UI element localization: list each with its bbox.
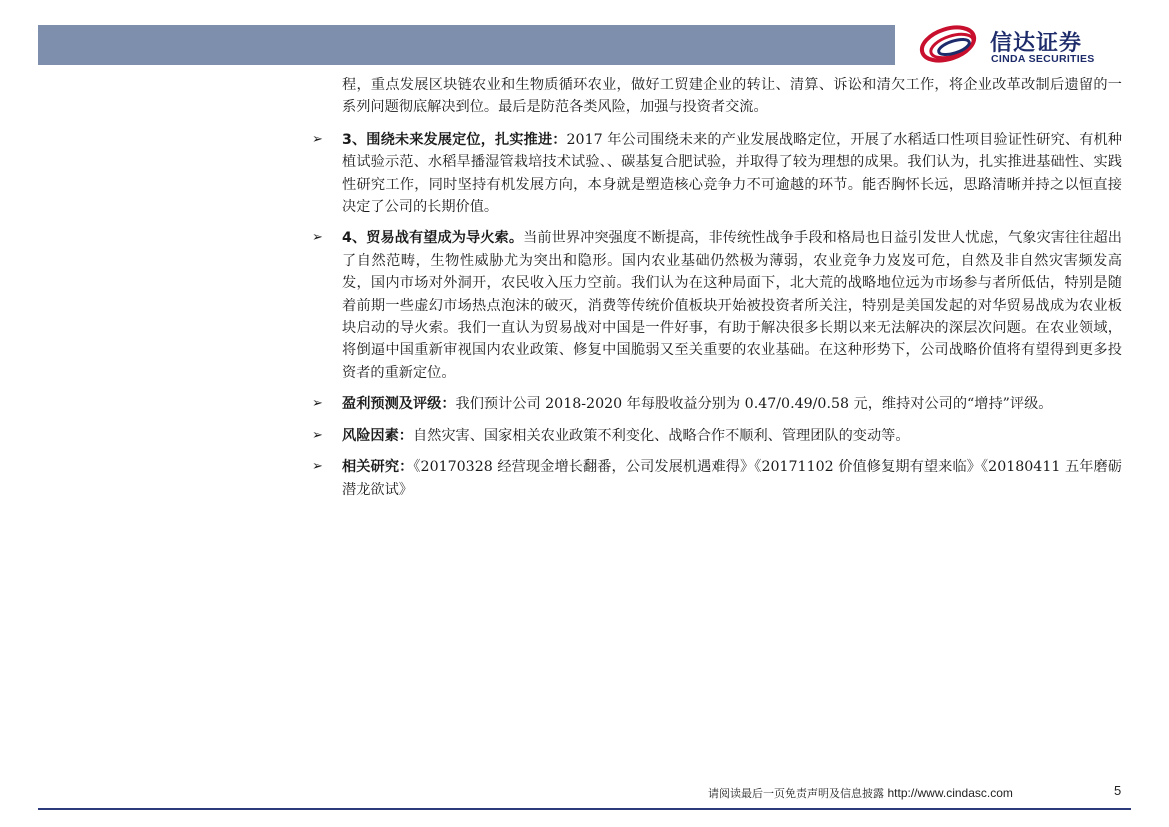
arrow-bullet-icon: ➢ [312,131,323,147]
website-link[interactable]: http://www.cindasc.com [887,786,1013,800]
bullet-heading: 风险因素： [342,427,413,444]
footer-divider [38,808,1131,810]
bullet-text: 自然灾害、国家相关农业政策不利变化、战略合作不顺利、管理团队的变动等。 [412,427,910,444]
bullet-item [312,227,1122,384]
page-number: 5 [1114,783,1122,798]
logo-chinese-name: 信达证券 [990,31,1083,56]
bullet-text: 《20170328 经营现金增长翻番，公司发展机遇难得》《20171102 价值修复期有望来临》《20180411 五年磨砺 潜龙欲试》 [342,459,1122,498]
arrow-bullet-icon: ➢ [312,396,323,412]
arrow-bullet-icon: ➢ [312,427,323,443]
bullet-heading: 3、围绕未来发展定位，扎实推进： [342,131,567,148]
company-logo [918,22,1128,70]
arrow-bullet-icon: ➢ [312,230,323,246]
bullet-item [312,456,1122,501]
logo-english-name: CINDA SECURITIES [991,53,1095,65]
bullet-heading: 盈利预测及评级： [342,396,456,413]
bullet-item [312,425,1122,447]
bullet-heading: 相关研究： [342,459,414,476]
arrow-bullet-icon: ➢ [312,459,323,475]
bullet-text: 我们预计公司 2018-2020 年每股收益分别为 0.47/0.49/0.58 元，维持对公司的“增持”评级。 [455,396,1053,413]
disclaimer-text: 请阅读最后一页免责声明及信息披露 [708,787,884,800]
report-body [312,74,1122,510]
bullet-item [312,129,1122,219]
cinda-logo-icon [918,22,984,66]
footer-disclaimer [708,785,1013,801]
bullet-text: 当前世界冲突强度不断提高，非传统性战争手段和格局也日益引发世人忧虑，气象灾害往往超出了自然范畴，生物性威胁尤为突出和隐形。国内农业基础仍然极为薄弱，农业竞争力岌岌可危，自然及非自然灾害频发高发，国内市场对外洞开，农民收入压力空前。我们认为在这种局面下，北大荒的战略地位远为市场参与者所低估，特别是随着前期一些虚幻市场热点泡沫的破灭，消费等传统价值板块开始被投资者所关注，特别是美国发起的对华贸易战成为农业板块启动的导火索。我们一直认为贸易战对中国是一件好事，有助于解决很多长期以来无法解决的深层次问题。在农业领域，将倒逼中国重新审视国内农业政策、修复中国脆弱又至关重要的农业基础。在这种形势下，公司战略价值将有望得到更多投资者的重新定位。 [342,230,1122,381]
bullet-item [312,393,1122,415]
bullet-heading: 4、贸易战有望成为导火索。 [342,230,524,247]
bullet-text: 2017 年公司围绕未来的产业发展战略定位，开展了水稻适口性项目验证性研究、有机种植试验示范、水稻旱播湿管栽培技术试验、、碳基复合肥试验，并取得了较为理想的成果。我们认为，扎实推进基础性、实践性研究工作，同时坚持有机发展方向，本身就是塑造核心竞争力不可逾越的环节。能否胸怀长远，思路清晰并持之以恒直接决定了公司的长期价值。 [342,131,1122,216]
header-band [38,25,895,65]
continuation-paragraph: 程，重点发展区块链农业和生物质循环农业，做好工贸建企业的转让、清算、诉讼和清欠工作，将企业改革改制后遗留的一系列问题彻底解决到位。最后是防范各类风险，加强与投资者交流。 [342,77,1122,116]
